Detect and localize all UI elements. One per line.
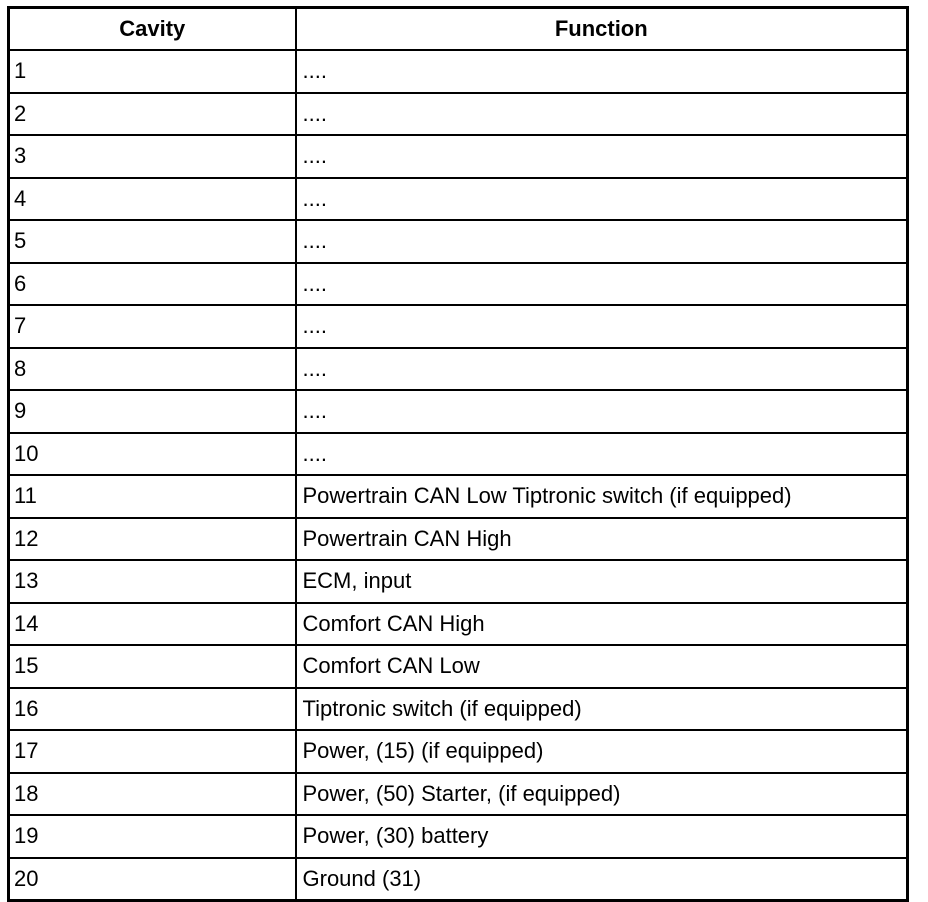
cavity-cell: 10 xyxy=(9,433,296,476)
table-row xyxy=(9,220,908,263)
function-cell: Comfort CAN High xyxy=(296,603,908,646)
table-row xyxy=(9,858,908,901)
column-header-cavity: Cavity xyxy=(9,8,296,51)
cavity-cell: 5 xyxy=(9,220,296,263)
cavity-cell: 8 xyxy=(9,348,296,391)
cavity-cell: 1 xyxy=(9,50,296,93)
cavity-cell: 14 xyxy=(9,603,296,646)
table-body xyxy=(9,50,908,901)
table-row xyxy=(9,50,908,93)
table-row xyxy=(9,560,908,603)
cavity-cell: 16 xyxy=(9,688,296,731)
connector-pinout-table xyxy=(7,6,909,902)
cavity-cell: 9 xyxy=(9,390,296,433)
function-cell: .... xyxy=(296,348,908,391)
table-row xyxy=(9,135,908,178)
function-cell: .... xyxy=(296,305,908,348)
table-row xyxy=(9,815,908,858)
function-cell: Power, (15) (if equipped) xyxy=(296,730,908,773)
cavity-cell: 4 xyxy=(9,178,296,221)
table-header xyxy=(9,8,908,51)
table-row xyxy=(9,475,908,518)
column-header-function: Function xyxy=(296,8,908,51)
table-row xyxy=(9,178,908,221)
table-row xyxy=(9,688,908,731)
table-row xyxy=(9,773,908,816)
function-cell: .... xyxy=(296,178,908,221)
cavity-cell: 19 xyxy=(9,815,296,858)
table-row xyxy=(9,93,908,136)
function-cell: .... xyxy=(296,263,908,306)
function-cell: .... xyxy=(296,50,908,93)
function-cell: .... xyxy=(296,135,908,178)
function-cell: Powertrain CAN High xyxy=(296,518,908,561)
table-row xyxy=(9,433,908,476)
cavity-cell: 17 xyxy=(9,730,296,773)
function-cell: .... xyxy=(296,220,908,263)
table-row xyxy=(9,645,908,688)
function-cell: .... xyxy=(296,93,908,136)
cavity-cell: 12 xyxy=(9,518,296,561)
function-cell: Comfort CAN Low xyxy=(296,645,908,688)
table-row xyxy=(9,518,908,561)
cavity-cell: 11 xyxy=(9,475,296,518)
function-cell: ECM, input xyxy=(296,560,908,603)
table-row xyxy=(9,603,908,646)
table-row xyxy=(9,305,908,348)
function-cell: Power, (30) battery xyxy=(296,815,908,858)
cavity-cell: 18 xyxy=(9,773,296,816)
cavity-cell: 15 xyxy=(9,645,296,688)
function-cell: .... xyxy=(296,390,908,433)
function-cell: Ground (31) xyxy=(302,865,422,891)
table-row xyxy=(9,390,908,433)
function-cell: .... xyxy=(296,433,908,476)
cavity-cell: 2 xyxy=(9,93,296,136)
cavity-cell: 3 xyxy=(9,135,296,178)
function-cell: Tiptronic switch (if equipped) xyxy=(296,688,908,731)
cavity-cell: 20 xyxy=(9,858,296,901)
table-row xyxy=(9,730,908,773)
header-row xyxy=(9,8,908,51)
table-row xyxy=(9,348,908,391)
function-cell: Powertrain CAN Low Tiptronic switch (if equipped) xyxy=(296,475,908,518)
table-row xyxy=(9,263,908,306)
cavity-cell: 7 xyxy=(9,305,296,348)
function-cell: Power, (50) Starter, (if equipped) xyxy=(296,773,908,816)
cavity-cell: 13 xyxy=(9,560,296,603)
cavity-cell: 6 xyxy=(9,263,296,306)
